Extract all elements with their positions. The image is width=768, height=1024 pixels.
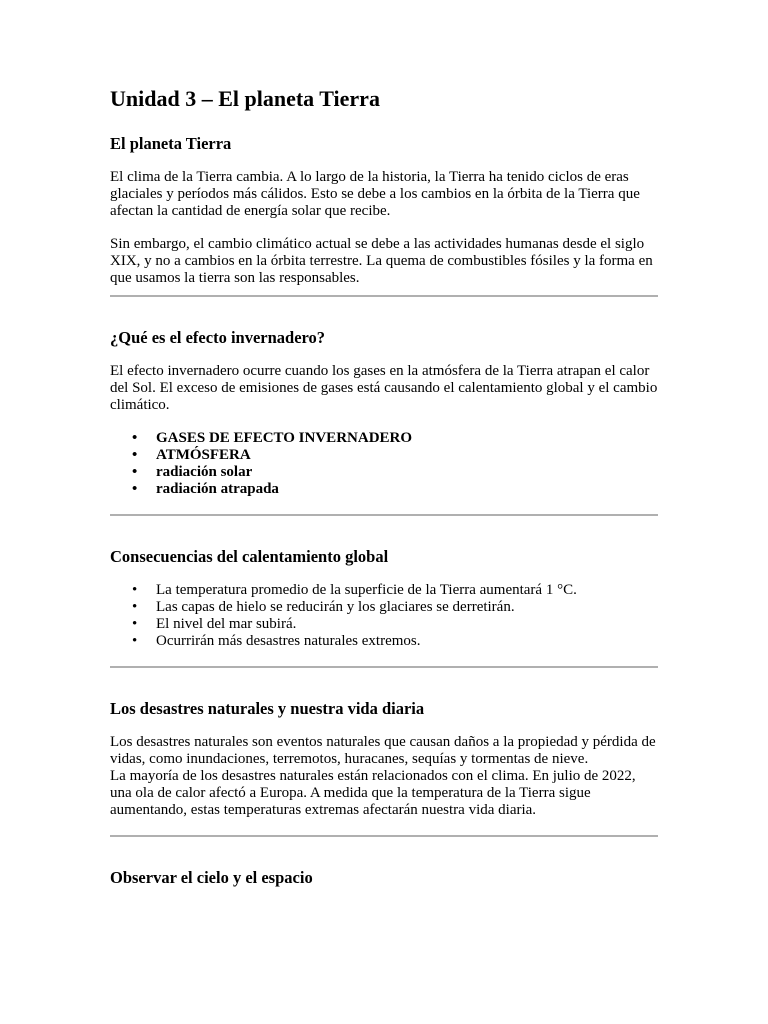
list-item xyxy=(132,633,658,650)
section-el-planeta-tierra xyxy=(110,133,658,287)
list-item xyxy=(132,430,658,447)
bullet-icon: • xyxy=(132,616,138,632)
list-item xyxy=(132,464,658,481)
paragraph xyxy=(110,734,658,819)
list-item-text: Ocurrirán más desastres naturales extremos. xyxy=(156,633,421,649)
bullet-icon: • xyxy=(132,481,138,497)
list-item xyxy=(132,582,658,599)
section-consecuencias xyxy=(110,546,658,650)
paragraph-line: Los desastres naturales son eventos naturales que causan daños a la propiedad y pérdida de vidas, como inundaciones, terremotos, huracanes, sequías y tormentas de nieve. xyxy=(110,734,656,767)
consequences-list xyxy=(110,582,658,650)
list-item-text: La temperatura promedio de la superficie de la Tierra aumentará 1 °C. xyxy=(156,582,577,598)
page-title: Unidad 3 – El planeta Tierra xyxy=(110,86,380,111)
bullet-icon: • xyxy=(132,582,138,598)
bullet-icon: • xyxy=(132,633,138,649)
list-item-text: radiación atrapada xyxy=(156,481,279,497)
section-divider xyxy=(110,295,658,297)
section-heading: Los desastres naturales y nuestra vida diaria xyxy=(110,699,425,718)
keyword-list xyxy=(110,430,658,498)
paragraph-line: La mayoría de los desastres naturales están relacionados con el clima. En julio de 2022, una ola de calor afectó a Europa. A medida que la temperatura de la Tierra sigue aumentando, estas temperaturas extremas afectarán nuestra vida diaria. xyxy=(110,768,636,818)
paragraph: Sin embargo, el cambio climático actual se debe a las actividades humanas desde el siglo XIX, y no a cambios en la órbita terrestre. La quema de combustibles fósiles y la forma en que usamos la tierra son las responsables. xyxy=(110,236,653,286)
list-item-text: Las capas de hielo se reducirán y los glaciares se derretirán. xyxy=(156,599,515,615)
list-item xyxy=(132,616,658,633)
list-item xyxy=(132,481,658,498)
section-observar-cielo xyxy=(110,867,658,889)
list-item-text: ATMÓSFERA xyxy=(156,447,251,463)
section-heading: El planeta Tierra xyxy=(110,134,232,153)
document-page xyxy=(110,84,658,903)
section-efecto-invernadero xyxy=(110,327,658,498)
list-item-text: El nivel del mar subirá. xyxy=(156,616,297,632)
list-item xyxy=(132,599,658,616)
section-divider xyxy=(110,835,658,837)
bullet-icon: • xyxy=(132,447,138,463)
paragraph: El efecto invernadero ocurre cuando los gases en la atmósfera de la Tierra atrapan el calor del Sol. El exceso de emisiones de gases está causando el calentamiento global y el cambio climático. xyxy=(110,363,658,413)
list-item-text: GASES DE EFECTO INVERNADERO xyxy=(156,430,413,446)
paragraph: El clima de la Tierra cambia. A lo largo de la historia, la Tierra ha tenido ciclos de eras glaciales y períodos más cálidos. Esto se debe a los cambios en la órbita de la Tierra que afectan la cantidad de energía solar que recibe. xyxy=(110,169,640,219)
list-item-text: radiación solar xyxy=(156,464,253,480)
bullet-icon: • xyxy=(132,464,138,480)
section-divider xyxy=(110,666,658,668)
bullet-icon: • xyxy=(132,599,138,615)
list-item xyxy=(132,447,658,464)
section-heading: ¿Qué es el efecto invernadero? xyxy=(110,328,326,347)
bullet-icon: • xyxy=(132,430,138,446)
section-heading: Consecuencias del calentamiento global xyxy=(110,547,389,566)
section-divider xyxy=(110,514,658,516)
section-heading: Observar el cielo y el espacio xyxy=(110,868,313,887)
section-desastres-naturales xyxy=(110,698,658,819)
